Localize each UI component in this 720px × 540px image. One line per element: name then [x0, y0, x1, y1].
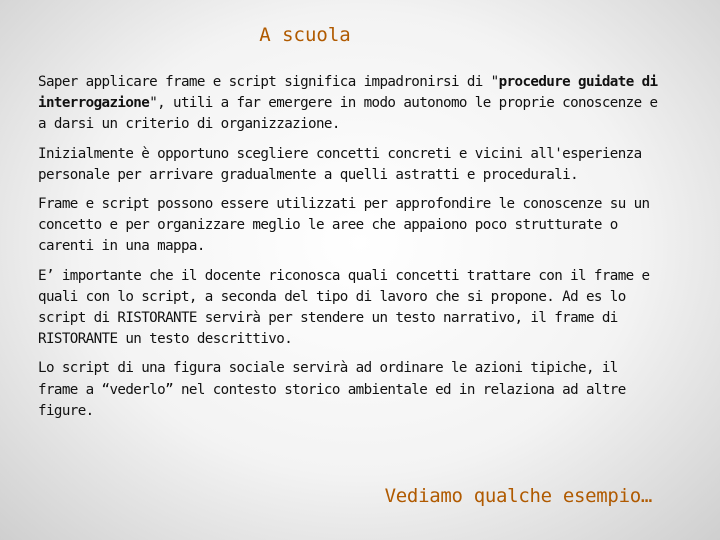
paragraph-1-before: Saper applicare frame e script significa impadronirsi di ": [38, 74, 499, 90]
slide-body: [38, 72, 658, 430]
paragraph-4: E’ importante che il docente riconosca quali concetti trattare con il frame e quali con lo script, a seconda del tipo di lavoro che si propone. Ad es lo script di RISTORANTE servirà per stendere un testo narrativo, il frame di RISTORANTE un testo descrittivo.: [38, 267, 650, 348]
paragraph-1: [38, 72, 658, 136]
paragraph-2: Inizialmente è opportuno scegliere concetti concreti e vicini all'esperienza personale per arrivare gradualmente a quelli astratti e procedurali.: [38, 145, 642, 183]
paragraph-5: Lo script di una figura sociale servirà ad ordinare le azioni tipiche, il frame a “vederlo” nel contesto storico ambientale ed in relaziona ad altre figure.: [38, 360, 626, 419]
slide-title: A scuola: [259, 24, 351, 46]
paragraph-1-after: ", utili a far emergere in modo autonomo le proprie conoscenze e a darsi un criterio di organizzazione.: [38, 95, 658, 133]
paragraph-1-bold: procedure guidate di interrogazione: [38, 74, 658, 112]
footer-link-text: Vediamo qualche esempio…: [384, 485, 652, 507]
paragraph-3: Frame e script possono essere utilizzati per approfondire le conoscenze su un concetto e per organizzare meglio le aree che appaiono poco strutturate o carenti in una mappa.: [38, 196, 650, 255]
